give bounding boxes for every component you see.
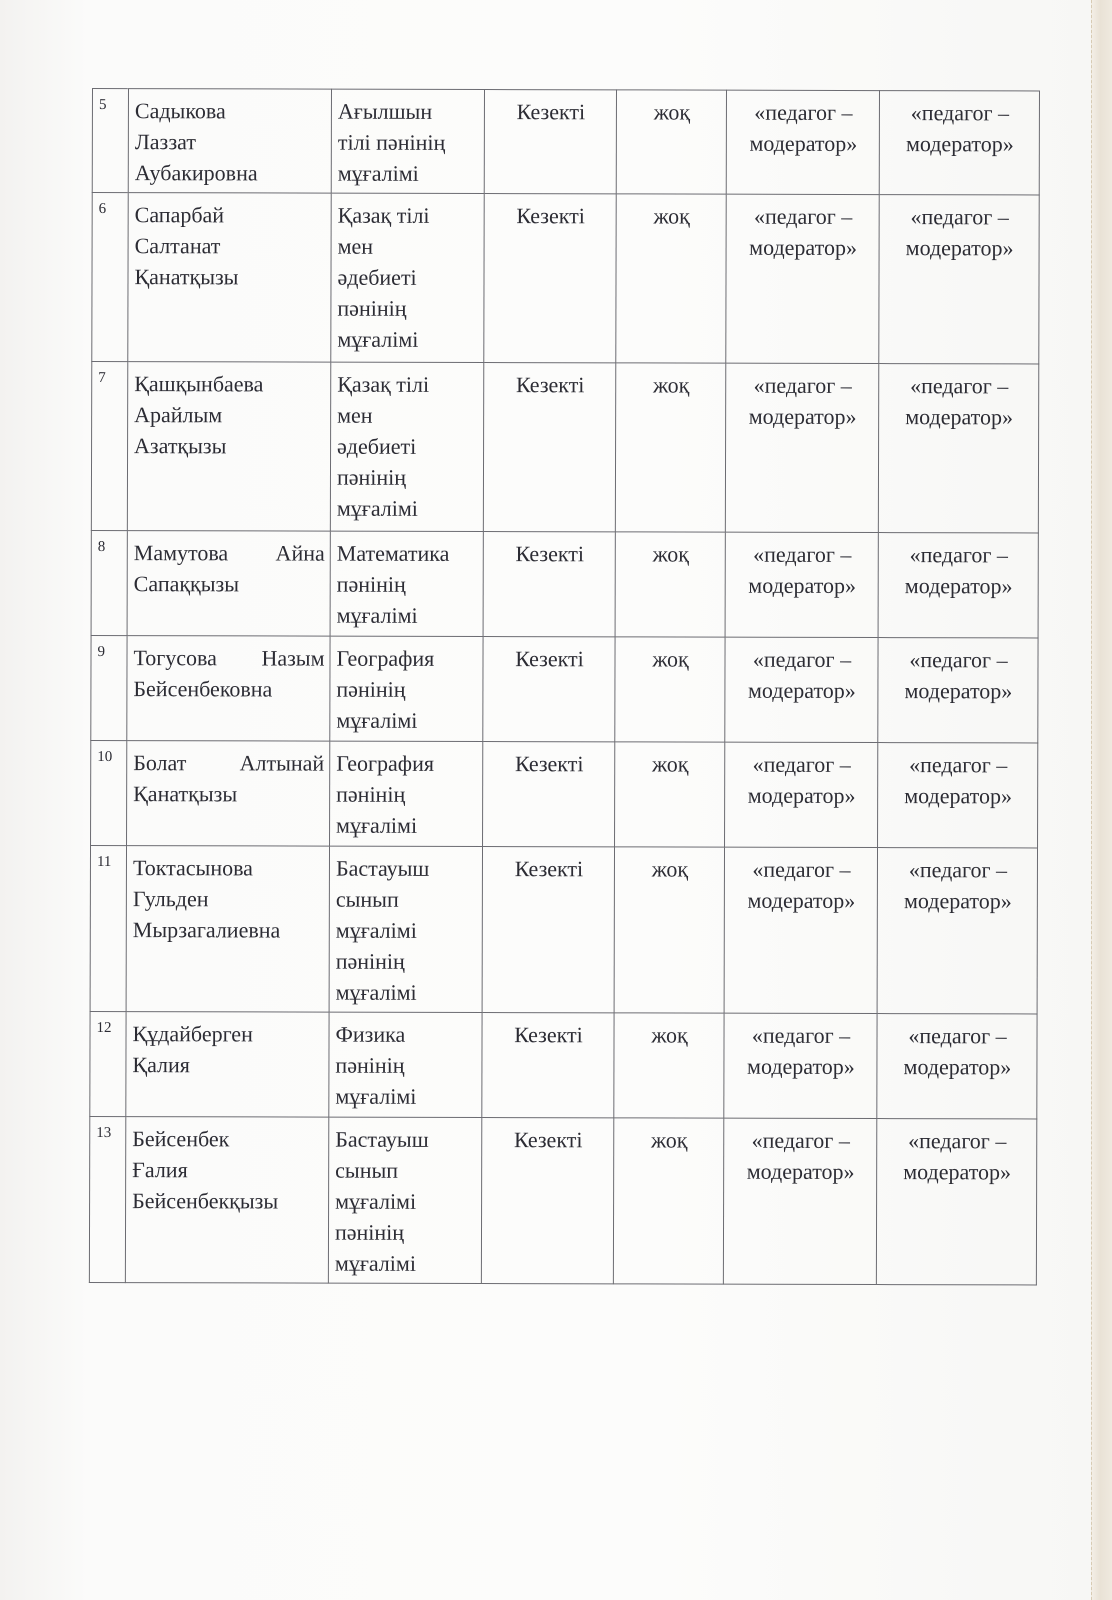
row-number: 8 bbox=[91, 530, 127, 635]
row-number: 6 bbox=[92, 193, 128, 362]
current-category-line: «педагог – bbox=[754, 203, 853, 229]
teacher-position-line: Физика bbox=[335, 1021, 406, 1047]
assigned-category bbox=[879, 91, 1039, 195]
teacher-name-line: Сапарбай bbox=[134, 202, 225, 228]
teacher-position-line: мұғалімі bbox=[336, 812, 418, 838]
current-category bbox=[725, 637, 878, 742]
teacher-name bbox=[127, 741, 330, 847]
current-category-line: модератор» bbox=[747, 782, 856, 809]
teacher-name-line: Ғалия bbox=[132, 1157, 188, 1183]
teacher-position bbox=[330, 531, 483, 636]
attestation-type: Кезекті bbox=[484, 90, 616, 194]
teacher-position-line: Бастауыш bbox=[335, 1126, 429, 1152]
current-category-line: «педагог – bbox=[752, 646, 852, 672]
assigned-category bbox=[876, 1119, 1036, 1285]
teacher-position-line: Қазақ тілі bbox=[337, 202, 430, 228]
current-category-line: «педагог – bbox=[753, 372, 852, 398]
attestation-type: Кезекті bbox=[483, 637, 615, 742]
attestation-type: Кезекті bbox=[482, 1013, 614, 1118]
current-category bbox=[723, 1118, 876, 1284]
teacher-position-line: пәнінің bbox=[336, 464, 407, 490]
teacher-position-line: пәнінің bbox=[335, 948, 405, 974]
attestation-type: Кезекті bbox=[484, 194, 616, 363]
table-row bbox=[91, 530, 1038, 637]
teacher-position-line: мұғалімі bbox=[336, 707, 418, 733]
table-row bbox=[91, 635, 1038, 742]
assigned-category-line: «педагог – bbox=[910, 204, 1009, 230]
extra-status: жоқ bbox=[613, 1118, 723, 1284]
table-row bbox=[89, 1116, 1036, 1284]
table-row bbox=[90, 845, 1037, 1013]
teacher-position bbox=[329, 846, 482, 1012]
assigned-category-line: модератор» bbox=[904, 573, 1013, 599]
row-number: 7 bbox=[91, 362, 127, 531]
assigned-category-line: «педагог – bbox=[908, 857, 1008, 883]
assigned-category-line: «педагог – bbox=[910, 373, 1009, 399]
teacher-position-line: пәнінің bbox=[336, 676, 406, 702]
attestation-type: Кезекті bbox=[482, 847, 614, 1013]
assigned-category-line: модератор» bbox=[903, 888, 1012, 914]
assigned-category-line: «педагог – bbox=[909, 542, 1008, 568]
current-category-line: модератор» bbox=[748, 572, 857, 599]
current-category bbox=[726, 194, 879, 363]
row-number: 13 bbox=[89, 1116, 125, 1282]
teacher-position-line: Қазақ тілі bbox=[337, 371, 430, 397]
teacher-name bbox=[127, 362, 330, 532]
extra-status: жоқ bbox=[615, 742, 725, 847]
table-row bbox=[92, 89, 1039, 195]
teacher-name-line: Азатқызы bbox=[134, 433, 227, 459]
row-number: 12 bbox=[90, 1011, 126, 1116]
current-category-line: «педагог – bbox=[751, 1022, 851, 1048]
teacher-position-line: Математика bbox=[336, 540, 450, 566]
assigned-category bbox=[877, 1014, 1037, 1119]
teacher-position bbox=[329, 1012, 482, 1117]
teacher-position-line: мұғалімі bbox=[336, 495, 418, 521]
current-category-line: модератор» bbox=[747, 887, 856, 914]
attestation-type: Кезекті bbox=[483, 742, 615, 847]
extra-status: жоқ bbox=[616, 194, 726, 363]
teacher-position-line: әдебиеті bbox=[337, 433, 417, 459]
assigned-category-line: «педагог – bbox=[910, 100, 1010, 126]
teacher-position bbox=[331, 89, 484, 193]
teacher-position-line: География bbox=[336, 645, 435, 671]
assigned-category bbox=[878, 533, 1038, 638]
teacher-position-line: әдебиеті bbox=[337, 264, 417, 290]
extra-status: жоқ bbox=[615, 363, 725, 532]
teacher-position-line: пәнінің bbox=[335, 1052, 405, 1078]
teacher-name-line: Лаззат bbox=[134, 129, 197, 155]
table-body bbox=[89, 89, 1039, 1285]
teacher-name bbox=[126, 846, 329, 1013]
extra-status: жоқ bbox=[615, 637, 725, 742]
teacher-position-line: сынып bbox=[335, 1157, 399, 1183]
teacher-name bbox=[127, 531, 330, 637]
teacher-position bbox=[330, 636, 483, 741]
current-category-line: «педагог – bbox=[752, 751, 851, 777]
attestation-type: Кезекті bbox=[483, 363, 615, 532]
extra-status: жоқ bbox=[615, 532, 725, 637]
current-category bbox=[726, 90, 879, 194]
row-number: 10 bbox=[91, 740, 127, 845]
teacher-name bbox=[128, 89, 331, 194]
teacher-position-line: тілі пәнінің bbox=[337, 129, 446, 155]
teacher-name-line: Токтасынова bbox=[132, 855, 254, 881]
teacher-name bbox=[126, 1012, 329, 1118]
assigned-category-line: модератор» bbox=[904, 678, 1013, 704]
teacher-name-line: Аубакировна bbox=[134, 160, 258, 186]
assigned-category bbox=[879, 195, 1039, 364]
teacher-position-line: мұғалімі bbox=[335, 979, 417, 1005]
teacher-position-line: сынып bbox=[335, 886, 399, 912]
assigned-category-line: «педагог – bbox=[909, 647, 1008, 673]
teacher-position bbox=[330, 362, 483, 531]
teacher-name-line: Гульден bbox=[132, 886, 209, 912]
assigned-category-line: «педагог – bbox=[909, 752, 1008, 778]
current-category-line: «педагог – bbox=[751, 1127, 850, 1153]
teacher-name-line: Қанатқызы bbox=[134, 264, 239, 290]
teacher-name-line: Садыкова bbox=[134, 98, 226, 124]
teacher-name-line: Мамутова Айна bbox=[133, 540, 325, 566]
row-number: 9 bbox=[91, 635, 127, 740]
teacher-position-line: мұғалімі bbox=[335, 1083, 417, 1109]
table-row bbox=[91, 740, 1038, 847]
current-category bbox=[724, 847, 877, 1013]
assigned-category-line: модератор» bbox=[905, 131, 1014, 157]
teacher-name-line: Қашқынбаева bbox=[134, 371, 264, 397]
assigned-category-line: модератор» bbox=[903, 1054, 1012, 1080]
teacher-position-line: пәнінің bbox=[336, 781, 406, 807]
teacher-name-line: Құдайберген bbox=[132, 1021, 253, 1047]
row-number: 5 bbox=[92, 89, 128, 193]
teacher-name-line: Бейсенбековна bbox=[133, 676, 273, 702]
teacher-name-line: Тогусова Назым bbox=[133, 645, 325, 671]
table-row bbox=[90, 1011, 1037, 1118]
current-category-line: модератор» bbox=[748, 403, 857, 430]
teacher-position bbox=[331, 193, 484, 362]
current-category-line: модератор» bbox=[749, 234, 857, 261]
teacher-name bbox=[125, 1117, 328, 1284]
page-edge bbox=[1091, 0, 1112, 1600]
teacher-position-line: мен bbox=[337, 402, 373, 428]
current-category-line: модератор» bbox=[749, 130, 858, 157]
teacher-position-line: мұғалімі bbox=[336, 602, 418, 628]
teacher-name bbox=[128, 193, 331, 363]
assigned-category bbox=[877, 848, 1037, 1014]
attestation-type: Кезекті bbox=[483, 532, 615, 637]
current-category-line: «педагог – bbox=[754, 99, 853, 125]
teacher-name-line: Болат Алтынай bbox=[133, 750, 325, 776]
current-category-line: модератор» bbox=[746, 1158, 855, 1184]
teacher-position-line: пәнінің bbox=[334, 1219, 405, 1245]
teacher-position bbox=[328, 1117, 481, 1283]
teacher-name bbox=[127, 636, 330, 742]
current-category bbox=[725, 532, 878, 637]
row-number: 11 bbox=[90, 845, 126, 1011]
teacher-name-line: Қанатқызы bbox=[133, 781, 238, 807]
teacher-position-line: мұғалімі bbox=[335, 917, 417, 943]
teacher-name-line: Бейсенбек bbox=[132, 1126, 230, 1152]
teacher-name-line: Сапаққызы bbox=[133, 571, 240, 597]
extra-status: жоқ bbox=[614, 1013, 724, 1118]
table-row bbox=[92, 193, 1039, 364]
assigned-category-line: «педагог – bbox=[908, 1023, 1007, 1049]
teacher-position-line: мұғалімі bbox=[337, 326, 419, 352]
current-category bbox=[724, 1013, 877, 1118]
attestation-type: Кезекті bbox=[481, 1118, 613, 1284]
assigned-category-line: «педагог – bbox=[908, 1128, 1007, 1154]
table-row bbox=[91, 362, 1038, 533]
teacher-name-line: Арайлым bbox=[134, 402, 223, 428]
assigned-category-line: модератор» bbox=[905, 235, 1014, 261]
teacher-position-line: мұғалімі bbox=[335, 1188, 417, 1214]
extra-status: жоқ bbox=[614, 847, 724, 1013]
current-category-line: «педагог – bbox=[752, 856, 851, 882]
teacher-attestation-table bbox=[89, 88, 1040, 1285]
teacher-position-line: мен bbox=[337, 233, 374, 259]
teacher-position bbox=[330, 741, 483, 846]
teacher-position-line: мұғалімі bbox=[337, 160, 419, 186]
assigned-category bbox=[878, 364, 1038, 533]
current-category-line: модератор» bbox=[747, 1053, 855, 1080]
teacher-name-line: Мырзагалиевна bbox=[132, 917, 281, 943]
teacher-position-line: Бастауыш bbox=[335, 855, 430, 881]
current-category bbox=[725, 742, 878, 847]
teacher-name-line: Бейсенбекқызы bbox=[132, 1188, 279, 1214]
extra-status: жоқ bbox=[616, 90, 726, 194]
teacher-position-line: мұғалімі bbox=[334, 1250, 416, 1276]
assigned-category bbox=[878, 638, 1038, 743]
assigned-category bbox=[878, 743, 1038, 848]
assigned-category-line: модератор» bbox=[905, 404, 1014, 430]
teacher-name-line: Қалия bbox=[132, 1052, 190, 1078]
teacher-position-line: Ағылшын bbox=[337, 98, 433, 124]
teacher-name-line: Салтанат bbox=[134, 233, 221, 259]
teacher-position-line: География bbox=[336, 750, 435, 776]
assigned-category-line: модератор» bbox=[904, 783, 1013, 809]
current-category-line: «педагог – bbox=[753, 541, 852, 567]
current-category bbox=[725, 363, 878, 532]
assigned-category-line: модератор» bbox=[903, 1159, 1012, 1185]
teacher-position-line: пәнінің bbox=[337, 295, 407, 321]
current-category-line: модератор» bbox=[748, 677, 856, 704]
teacher-position-line: пәнінің bbox=[336, 571, 406, 597]
